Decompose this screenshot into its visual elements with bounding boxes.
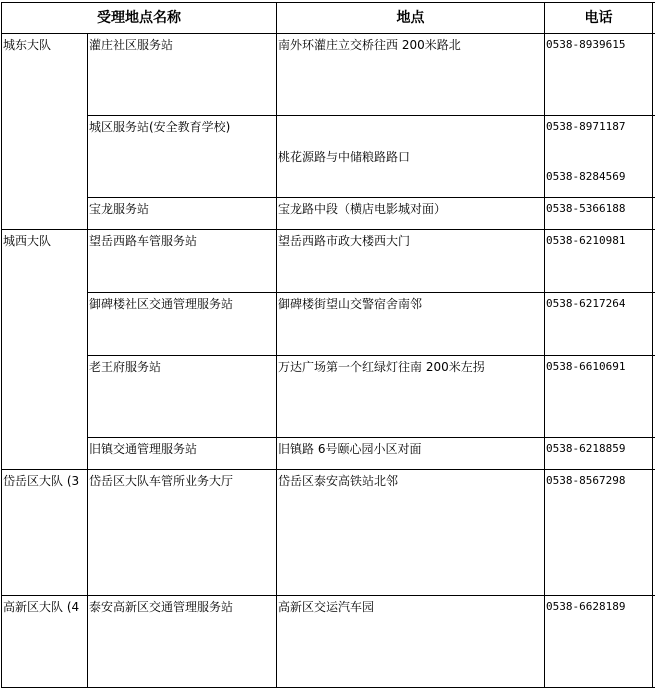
station-name: 灌庄社区服务站 xyxy=(88,34,277,116)
station-phone: 0538-5366188 xyxy=(545,198,653,230)
brigade-cell: 城东大队 xyxy=(2,34,88,230)
table-header-row xyxy=(2,3,655,34)
station-location: 高新区交运汽车园 xyxy=(277,596,545,688)
table-row xyxy=(2,596,655,688)
station-phone-cell xyxy=(545,116,653,198)
station-name: 老王府服务站 xyxy=(88,356,277,438)
station-location: 御碑楼街望山交警宿舍南邻 xyxy=(277,293,545,356)
station-phone: 0538-6210981 xyxy=(545,230,653,293)
station-phone: 0538-6217264 xyxy=(545,293,653,356)
station-location: 宝龙路中段（横店电影城对面） xyxy=(277,198,545,230)
table-row xyxy=(2,470,655,596)
brigade-cell: 高新区大队 (4 xyxy=(2,596,88,688)
station-location: 岱岳区泰安高铁站北邻 xyxy=(277,470,545,596)
station-location: 望岳西路市政大楼西大门 xyxy=(277,230,545,293)
brigade-cell: 城西大队 xyxy=(2,230,88,470)
table-row xyxy=(2,293,655,356)
station-location: 桃花源路与中储粮路路口 xyxy=(277,116,545,198)
station-name: 泰安高新区交通管理服务站 xyxy=(88,596,277,688)
station-phone: 0538-8939615 xyxy=(545,34,653,116)
station-name: 城区服务站(安全教育学校) xyxy=(88,116,277,198)
station-name: 宝龙服务站 xyxy=(88,198,277,230)
header-phone: 电话 xyxy=(545,3,653,34)
station-location: 南外环灌庄立交桥往西 200米路北 xyxy=(277,34,545,116)
station-name: 望岳西路车管服务站 xyxy=(88,230,277,293)
station-phone: 0538-6218859 xyxy=(545,438,653,470)
table-row xyxy=(2,198,655,230)
header-station-name: 受理地点名称 xyxy=(2,3,277,34)
brigade-cell: 岱岳区大队 (3 xyxy=(2,470,88,596)
station-name: 岱岳区大队车管所业务大厅 xyxy=(88,470,277,596)
station-name: 旧镇交通管理服务站 xyxy=(88,438,277,470)
station-location: 万达广场第一个红绿灯往南 200米左拐 xyxy=(277,356,545,438)
station-phone: 0538-8284569 xyxy=(546,170,626,183)
station-phone: 0538-8567298 xyxy=(545,470,653,596)
table-row xyxy=(2,438,655,470)
station-name: 御碑楼社区交通管理服务站 xyxy=(88,293,277,356)
header-location: 地点 xyxy=(277,3,545,34)
service-station-table xyxy=(1,2,655,688)
station-location: 旧镇路 6号颐心园小区对面 xyxy=(277,438,545,470)
station-phone: 0538-8971187 xyxy=(546,120,626,133)
station-phone: 0538-6610691 xyxy=(545,356,653,438)
table-row xyxy=(2,34,655,116)
table-row xyxy=(2,356,655,438)
table-row xyxy=(2,116,655,198)
table-row xyxy=(2,230,655,293)
station-phone: 0538-6628189 xyxy=(545,596,653,688)
